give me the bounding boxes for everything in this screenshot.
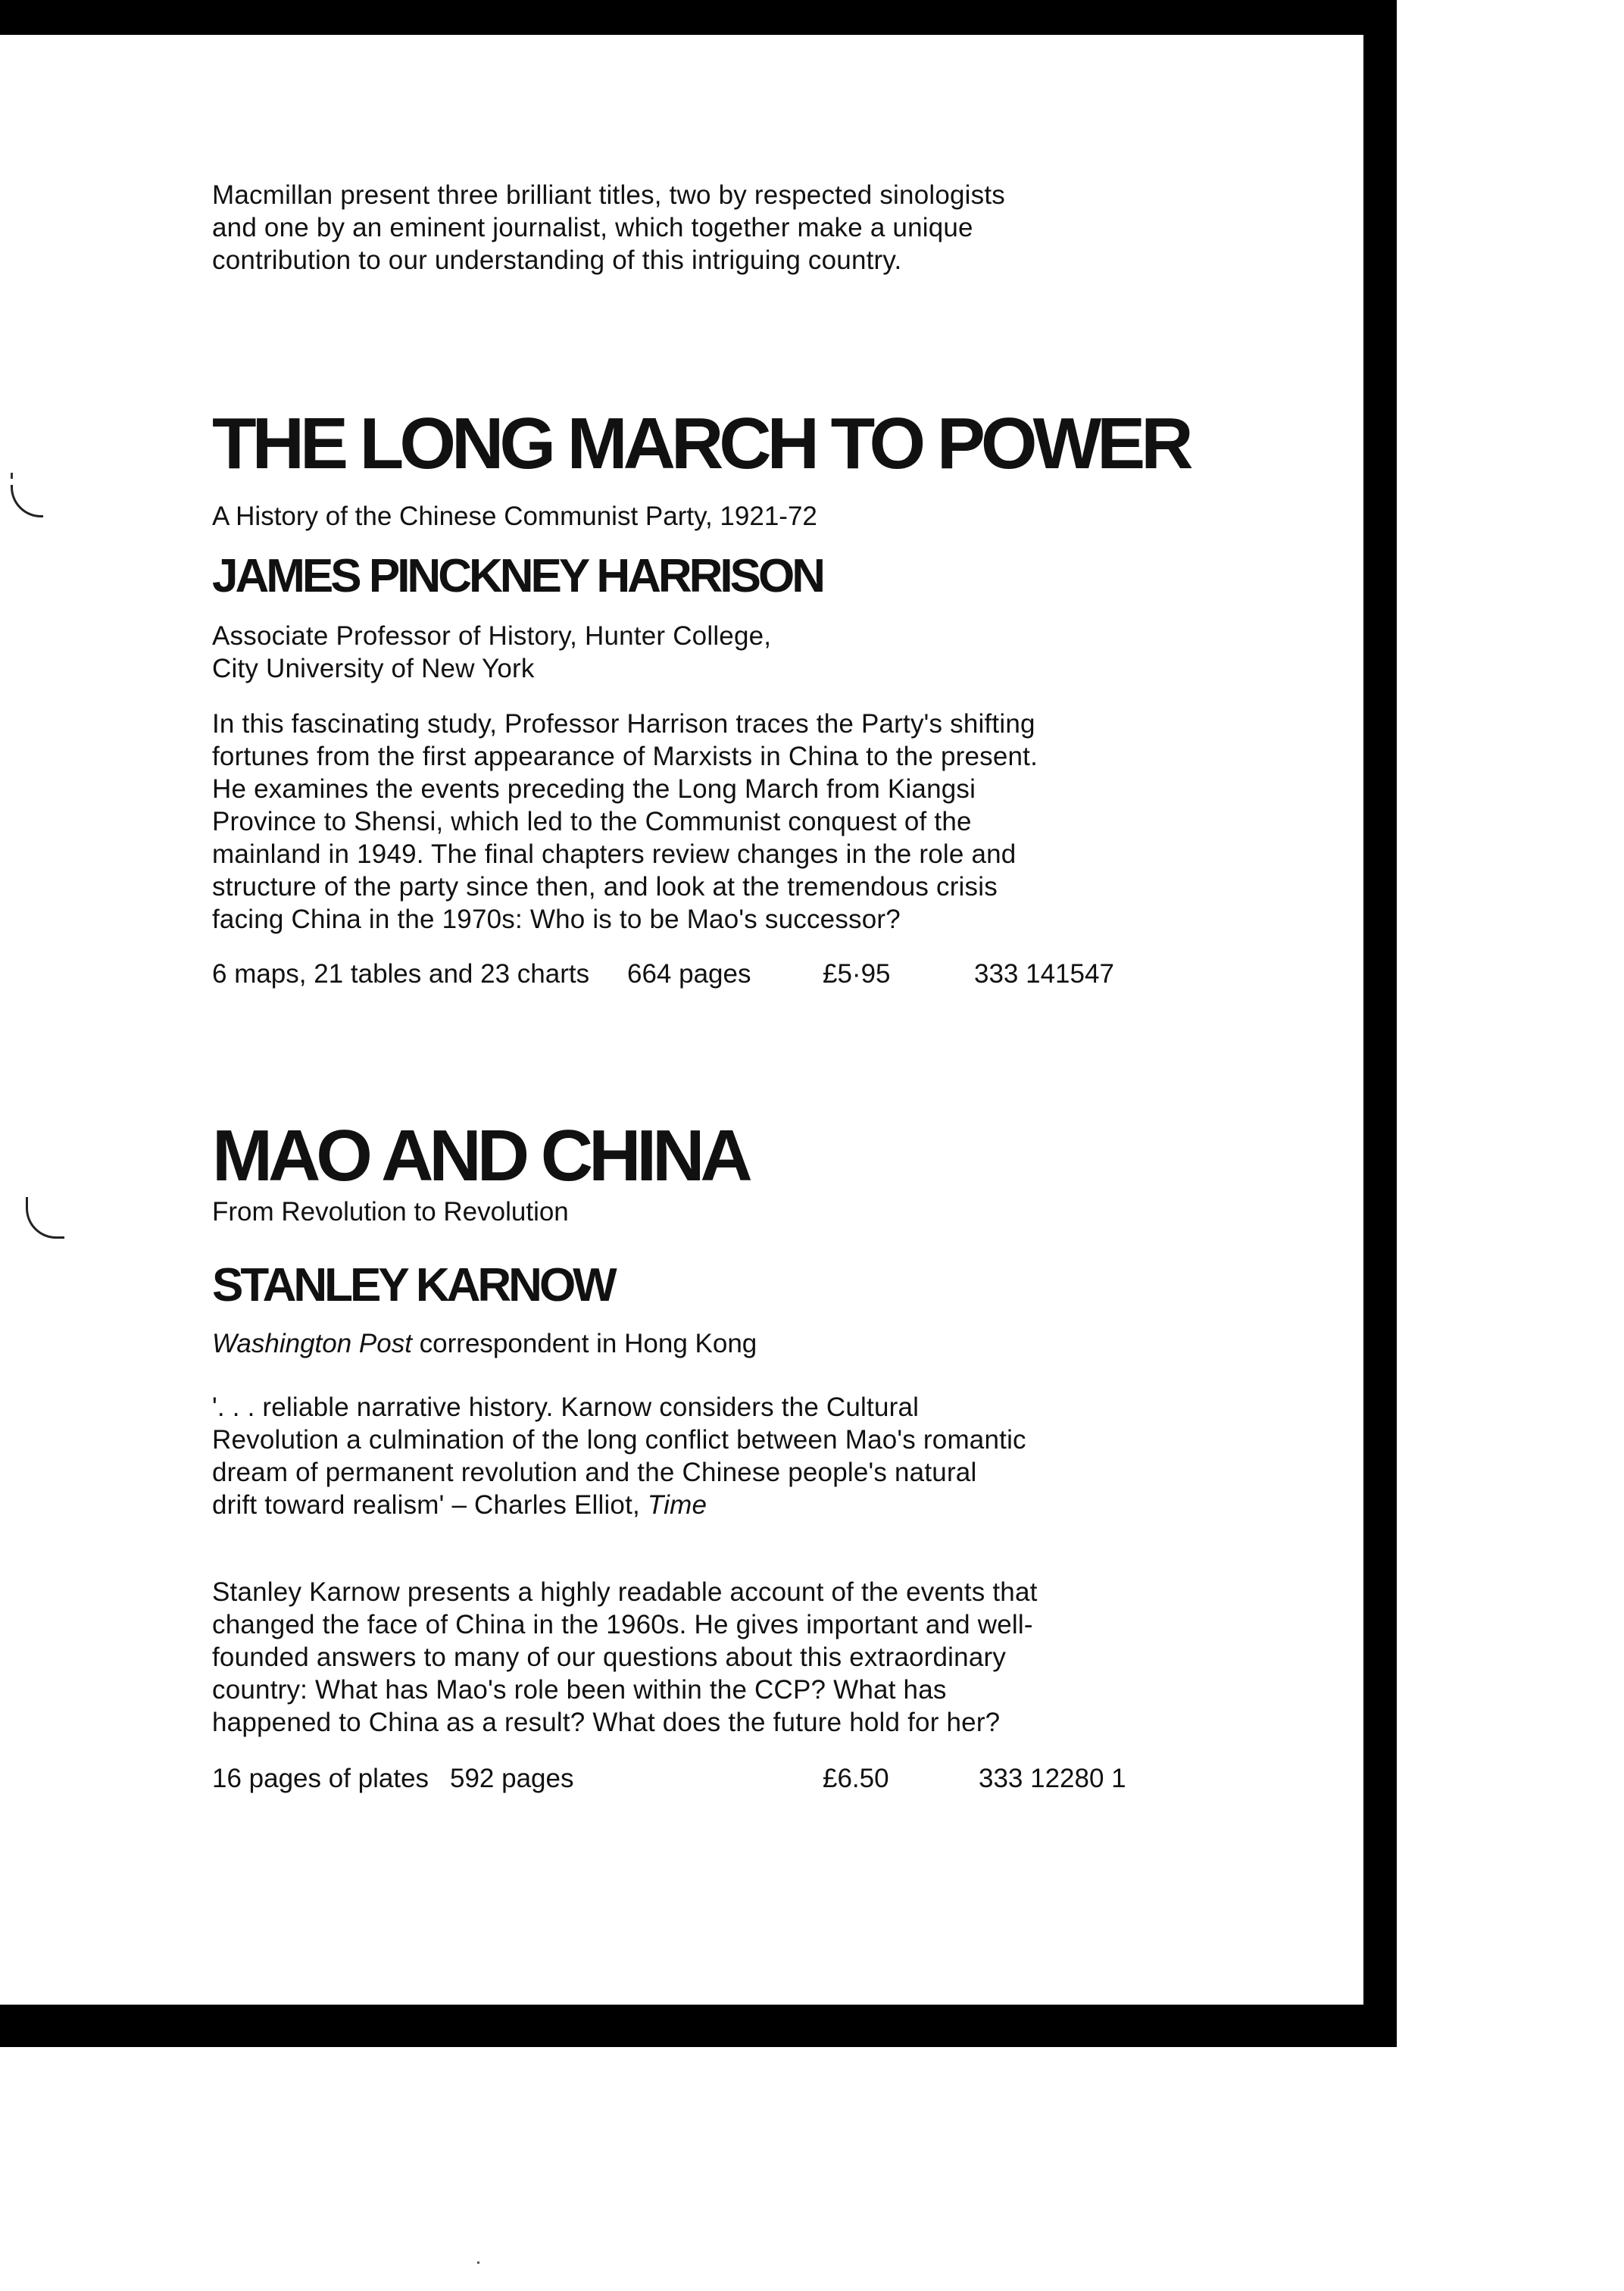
book1-extras: 6 maps, 21 tables and 23 charts xyxy=(212,959,590,989)
book2-subtitle: From Revolution to Revolution xyxy=(212,1197,569,1227)
book1-title: THE LONG MARCH TO POWER xyxy=(212,403,1189,484)
quote-line: dream of permanent revolution and the Chinese people's natural xyxy=(212,1458,977,1487)
margin-scan-mark xyxy=(26,1197,64,1239)
intro-line: and one by an eminent journalist, which together make a unique xyxy=(212,213,973,242)
affiliation-line: Associate Professor of History, Hunter College, xyxy=(212,621,772,651)
right-black-border xyxy=(1363,0,1397,2046)
book2-extras: 16 pages of plates xyxy=(212,1764,429,1793)
margin-scan-dot xyxy=(477,2261,479,2264)
book1-affiliation xyxy=(212,620,1197,685)
book1-author: JAMES PINCKNEY HARRISON xyxy=(212,550,823,602)
book2-affiliation xyxy=(212,1327,1197,1360)
book2-pages: 592 pages xyxy=(450,1764,574,1793)
book1-description xyxy=(212,708,1197,936)
quote-line: '. . . reliable narrative history. Karnow considers the Cultural xyxy=(212,1392,920,1422)
book2-isbn: 333 12280 1 xyxy=(979,1764,1126,1793)
description-line: founded answers to many of our questions about this extraordinary xyxy=(212,1642,1007,1672)
book1-pages: 664 pages xyxy=(627,959,751,989)
description-line: In this fascinating study, Professor Harrison traces the Party's shifting xyxy=(212,709,1035,739)
top-black-border xyxy=(0,0,1363,35)
book1-subtitle: A History of the Chinese Communist Party, 1921-72 xyxy=(212,502,817,531)
quote-text: drift toward realism' – Charles Elliot, xyxy=(212,1490,648,1520)
book2-description xyxy=(212,1576,1197,1739)
book1-specs xyxy=(212,958,1212,991)
affiliation-text: correspondent in Hong Kong xyxy=(411,1329,757,1358)
affiliation-line: City University of New York xyxy=(212,654,535,683)
description-line: fortunes from the first appearance of Marxists in China to the present. xyxy=(212,742,1038,771)
quote-source: Time xyxy=(647,1490,707,1520)
book2-author: STANLEY KARNOW xyxy=(212,1259,614,1311)
quote-line xyxy=(212,1489,1197,1521)
margin-scan-dot xyxy=(11,473,13,479)
description-line: He examines the events preceding the Long March from Kiangsi xyxy=(212,774,976,804)
intro-paragraph xyxy=(212,179,1197,277)
description-line: country: What has Mao's role been within the CCP? What has xyxy=(212,1675,947,1705)
description-line: happened to China as a result? What does the future hold for her? xyxy=(212,1708,1001,1737)
book1-isbn: 333 141547 xyxy=(974,959,1114,989)
intro-line: contribution to our understanding of this intriguing country. xyxy=(212,245,902,275)
book2-title: MAO AND CHINA xyxy=(212,1115,748,1196)
description-line: Stanley Karnow presents a highly readable account of the events that xyxy=(212,1577,1038,1607)
book2-review-quote xyxy=(212,1391,1197,1521)
book2-specs xyxy=(212,1762,1212,1796)
book2-price: £6.50 xyxy=(823,1764,889,1793)
description-line: changed the face of China in the 1960s. He gives important and well- xyxy=(212,1610,1033,1639)
description-line: mainland in 1949. The final chapters review changes in the role and xyxy=(212,839,1017,869)
description-line: Province to Shensi, which led to the Communist conquest of the xyxy=(212,807,972,836)
description-line: structure of the party since then, and look at the tremendous crisis xyxy=(212,872,998,902)
bottom-black-border xyxy=(0,2005,1397,2047)
publication-name: Washington Post xyxy=(212,1329,412,1358)
intro-line: Macmillan present three brilliant titles, two by respected sinologists xyxy=(212,180,1005,210)
book1-price: £5·95 xyxy=(823,959,891,989)
quote-line: Revolution a culmination of the long conflict between Mao's romantic xyxy=(212,1425,1026,1455)
description-line: facing China in the 1970s: Who is to be Mao's successor? xyxy=(212,905,901,934)
margin-scan-mark xyxy=(11,485,43,517)
